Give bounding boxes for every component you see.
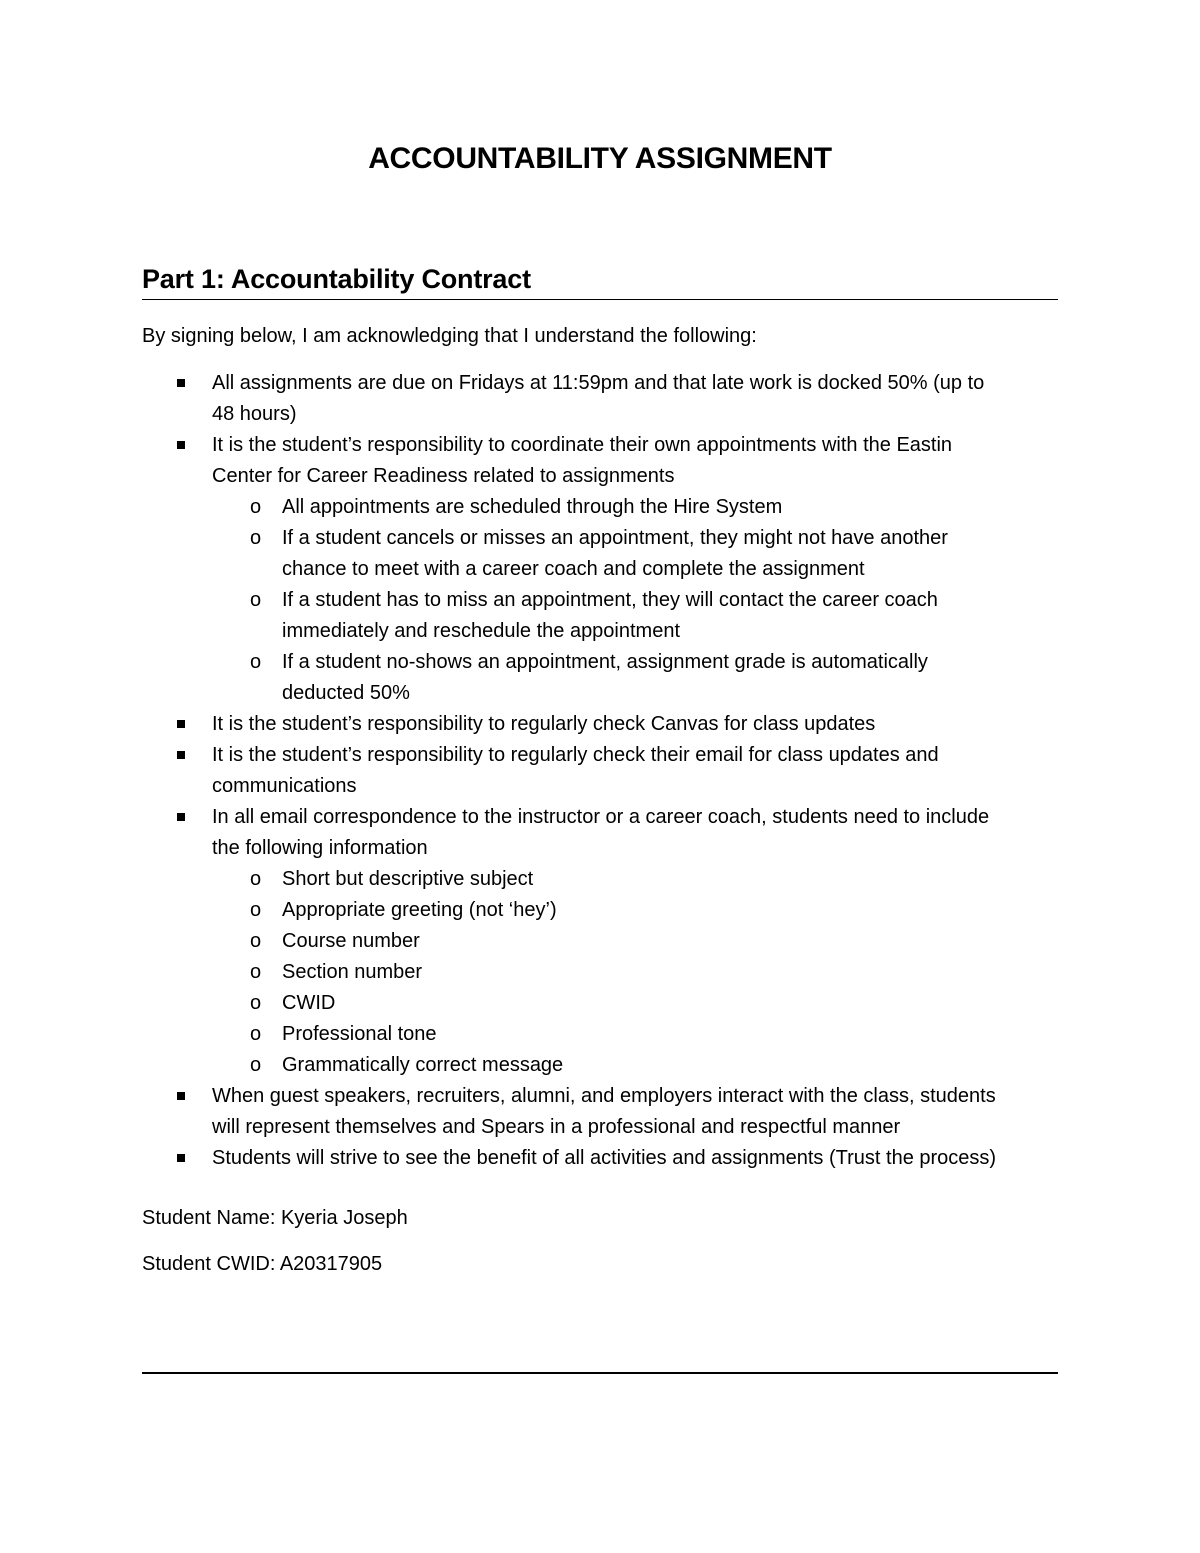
list-item (142, 1081, 1058, 1143)
sub-list-item (142, 492, 1058, 523)
sub-item-text: All appointments are scheduled through the Hire System (282, 496, 783, 518)
sub-item-text: Appropriate greeting (not ‘hey’) (282, 899, 557, 921)
square-bullet-icon (177, 751, 185, 759)
circle-bullet-icon: o (250, 930, 262, 952)
circle-bullet-icon: o (250, 589, 262, 611)
list-item (142, 368, 1058, 430)
circle-bullet-icon: o (250, 1054, 262, 1076)
sub-item-text: Section number (282, 961, 423, 983)
circle-bullet-icon: o (250, 868, 262, 890)
sub-item-text: If a student no-shows an appointment, assignment grade is automatically (282, 651, 928, 673)
square-bullet-icon (177, 813, 185, 821)
circle-bullet-icon: o (250, 992, 262, 1014)
heading-underline (142, 299, 1058, 300)
circle-bullet-icon: o (250, 527, 262, 549)
sub-list-item (142, 988, 1058, 1019)
sub-item-text: If a student has to miss an appointment, they will contact the career coach (282, 589, 938, 611)
sub-item-text: Grammatically correct message (282, 1054, 564, 1076)
list-item-text: Center for Career Readiness related to assignments (212, 465, 675, 487)
sub-item-text: deducted 50% (282, 682, 410, 704)
sub-item-text: Course number (282, 930, 420, 952)
list-item-text: In all email correspondence to the instructor or a career coach, students need to include (212, 806, 990, 828)
document-title: ACCOUNTABILITY ASSIGNMENT (368, 142, 832, 175)
sub-item-text: CWID (282, 992, 336, 1014)
list-item-text: It is the student’s responsibility to regularly check Canvas for class updates (212, 713, 876, 735)
student-cwid-field: Student CWID: A20317905 (142, 1253, 383, 1275)
list-item-text: the following information (212, 837, 428, 859)
contract-list (142, 368, 1058, 1174)
list-item (142, 1143, 1058, 1174)
square-bullet-icon (177, 379, 185, 387)
intro-paragraph: By signing below, I am acknowledging that I understand the following: (142, 325, 757, 347)
sub-list-item (142, 895, 1058, 926)
circle-bullet-icon: o (250, 496, 262, 518)
list-item-text: communications (212, 775, 357, 797)
sub-list-item (142, 864, 1058, 895)
sub-item-text: chance to meet with a career coach and complete the assignment (282, 558, 865, 580)
list-item-text: It is the student’s responsibility to coordinate their own appointments with the Eastin (212, 434, 953, 456)
circle-bullet-icon: o (250, 651, 262, 673)
list-item-text: When guest speakers, recruiters, alumni, and employers interact with the class, students (212, 1085, 996, 1107)
list-item-text: It is the student’s responsibility to regularly check their email for class updates and (212, 744, 939, 766)
circle-bullet-icon: o (250, 961, 262, 983)
sub-list-item (142, 1019, 1058, 1050)
student-name-field: Student Name: Kyeria Joseph (142, 1207, 408, 1229)
square-bullet-icon (177, 1092, 185, 1100)
list-item-text: All assignments are due on Fridays at 11:59pm and that late work is docked 50% (up to (212, 372, 985, 394)
list-item-text: will represent themselves and Spears in a professional and respectful manner (212, 1116, 901, 1138)
sub-list-item (142, 585, 1058, 647)
list-item-text: Students will strive to see the benefit of all activities and assignments (Trust the process) (212, 1147, 997, 1169)
square-bullet-icon (177, 1154, 185, 1162)
square-bullet-icon (177, 441, 185, 449)
list-item (142, 709, 1058, 740)
square-bullet-icon (177, 720, 185, 728)
sub-list-item (142, 957, 1058, 988)
circle-bullet-icon: o (250, 1023, 262, 1045)
sub-list-item (142, 647, 1058, 709)
list-item (142, 430, 1058, 492)
sub-item-text: Short but descriptive subject (282, 868, 534, 890)
section-heading: Part 1: Accountability Contract (142, 264, 531, 294)
sub-list-item (142, 523, 1058, 585)
circle-bullet-icon: o (250, 899, 262, 921)
list-item-text: 48 hours) (212, 403, 297, 425)
sub-item-text: If a student cancels or misses an appointment, they might not have another (282, 527, 948, 549)
sub-item-text: Professional tone (282, 1023, 437, 1045)
sub-list-item (142, 926, 1058, 957)
signature-line (142, 1372, 1058, 1374)
sub-list-item (142, 1050, 1058, 1081)
list-item (142, 802, 1058, 864)
list-item (142, 740, 1058, 802)
sub-item-text: immediately and reschedule the appointment (282, 620, 681, 642)
